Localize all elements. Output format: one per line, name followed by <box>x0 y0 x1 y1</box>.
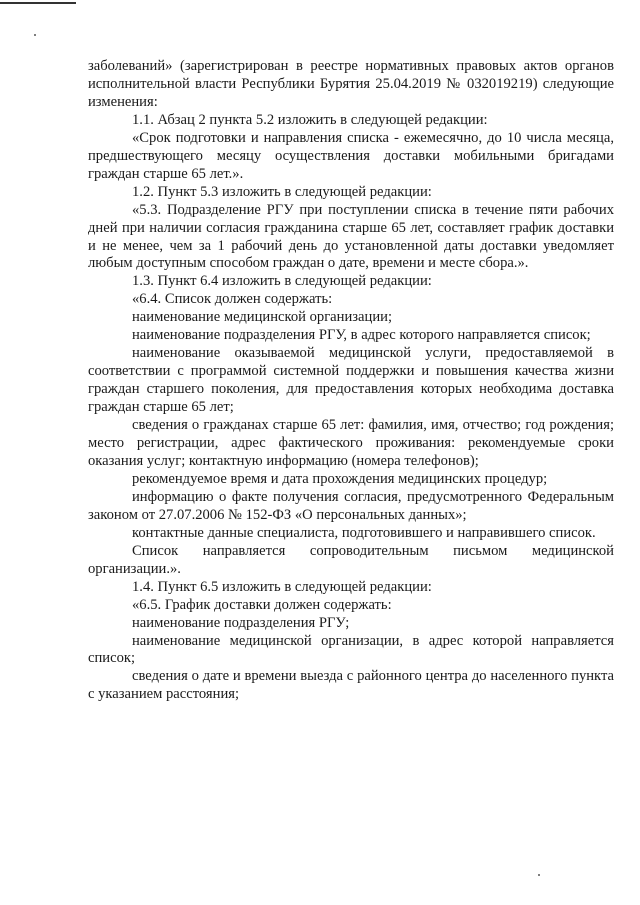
list-item-departure-info: сведения о дате и времени выезда с районного центра до населенного пункта с указанием расстояния; <box>88 668 614 703</box>
list-item-contact: контактные данные специалиста, подготовившего и направившего список. <box>132 524 596 541</box>
list-item-med-org: наименование медицинской организации; <box>132 309 393 326</box>
paragraph-quote-6-5: «6.5. График доставки должен содержать: <box>132 596 392 613</box>
paragraph-cover-letter: Список направляется сопроводительным письмом медицинской организации.». <box>88 542 614 577</box>
paragraph-1-2: 1.2. Пункт 5.3 изложить в следующей редакции: <box>132 183 432 200</box>
list-item-consent: информацию о факте получения согласия, предусмотренного Федеральным законом от 27.07.2006 № 152-ФЗ «О персональных данных»; <box>88 488 614 523</box>
paragraph-1-3: 1.3. Пункт 6.4 изложить в следующей редакции: <box>132 273 432 290</box>
scan-speck <box>538 874 540 876</box>
list-item-procedure-time: рекомендуемое время и дата прохождения медицинских процедур; <box>132 470 548 487</box>
paragraph-quote-6-4: «6.4. Список должен содержать: <box>132 291 333 308</box>
list-item-service: наименование оказываемой медицинской услуги, предоставляемой в соответствии с программой системной поддержки и повышения качества жизни граждан старшего поколения, для предоставления которых необходима доставка граждан старше 65 лет; <box>88 345 614 416</box>
list-item-rgu-unit: наименование подразделения РГУ, в адрес которого направляется список; <box>132 327 591 344</box>
paragraph-quote-5-3: «5.3. Подразделение РГУ при поступлении списка в течение пяти рабочих дней при наличии согласия гражданина старше 65 лет, составляет график доставки и не менее, чем за 1 рабочий день до установленной даты доставки уведомляет любым доступным способом граждан о дате, времени и месте сбора.». <box>88 201 614 272</box>
list-item-med-org-address: наименование медицинской организации, в адрес которой направляется список; <box>88 632 614 667</box>
document-body <box>88 58 614 704</box>
scan-speck <box>34 34 36 36</box>
paragraph-intro: заболеваний» (зарегистрирован в реестре нормативных правовых актов органов исполнительной власти Республики Бурятия 25.04.2019 № 032019219) следующие изменения: <box>88 58 614 110</box>
list-item-citizen-info: сведения о гражданах старше 65 лет: фамилия, имя, отчество; год рождения; место регистрации, адрес фактического проживания: рекомендуемые сроки оказания услуг; контактную информацию (номера телефонов); <box>88 417 614 469</box>
top-edge-rule <box>0 2 76 4</box>
paragraph-1-4: 1.4. Пункт 6.5 изложить в следующей редакции: <box>132 578 432 595</box>
paragraph-1-1: 1.1. Абзац 2 пункта 5.2 изложить в следующей редакции: <box>132 111 488 128</box>
list-item-rgu-name: наименование подразделения РГУ; <box>132 614 350 631</box>
paragraph-quote-5-2: «Срок подготовки и направления списка - ежемесячно, до 10 числа месяца, предшествующего месяцу осуществления доставки мобильными бригадами граждан старше 65 лет.». <box>88 129 614 182</box>
